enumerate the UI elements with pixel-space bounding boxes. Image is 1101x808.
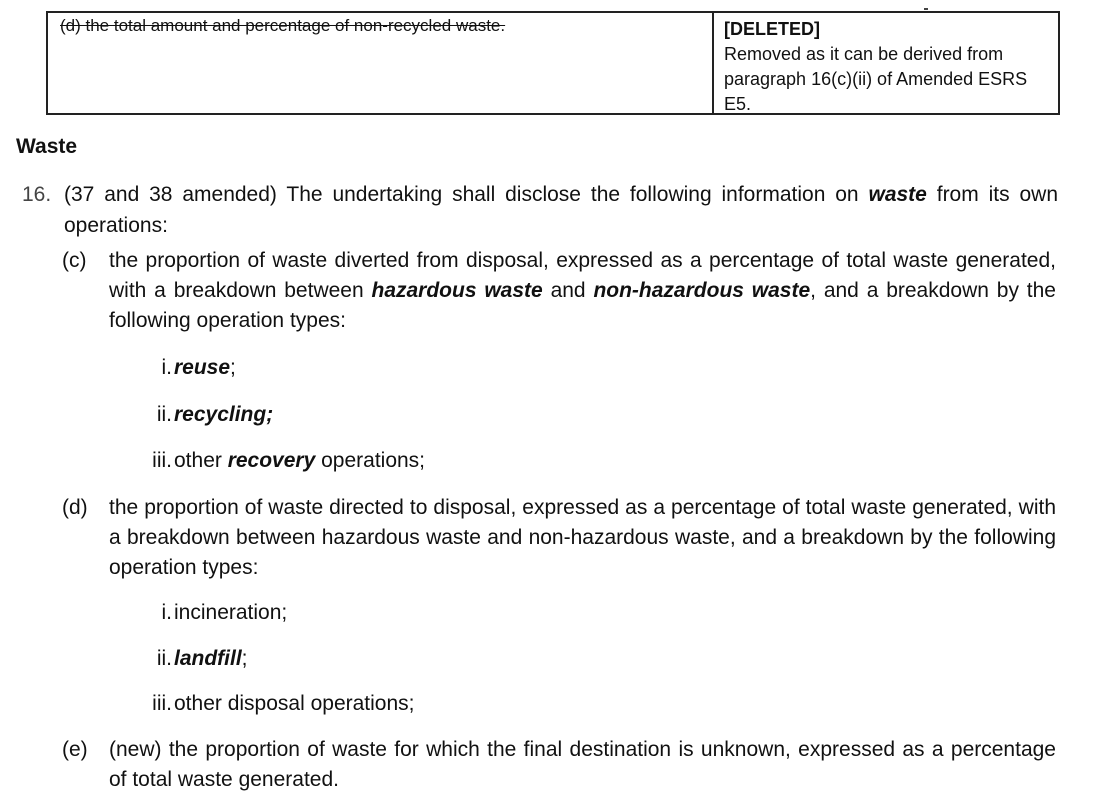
deleted-status: [DELETED] (724, 19, 820, 39)
sub-text: (new) the proportion of waste for which the final destination is unknown, expressed as a percentage of total waste generated. (109, 738, 1056, 791)
list-item: iii.other disposal operations; (152, 692, 415, 715)
sub-text: the proportion of waste directed to disposal, expressed as a percentage of total waste generated, with a breakdown between hazardous waste and non-hazardous waste, and a breakdown by the following operation types: (109, 496, 1056, 579)
subparagraph-c (62, 246, 1056, 336)
page-mark (924, 8, 928, 10)
section-heading: Waste (16, 135, 78, 158)
paragraph-text: (37 and 38 amended) The undertaking shall disclose the following information on waste from its own operations: (64, 183, 1058, 237)
list-item: ii.landfill; (156, 647, 248, 670)
sub-label: (c) (62, 249, 87, 272)
amendment-table (46, 11, 1060, 115)
subparagraph-d (62, 493, 1056, 583)
sub-label: (e) (62, 738, 88, 761)
table-cell-original (48, 13, 714, 113)
list-item: iii.other recovery operations; (152, 449, 426, 472)
sub-label: (d) (62, 496, 88, 519)
list-item: ii.recycling; (156, 403, 274, 426)
defined-term: non-hazardous waste (593, 279, 811, 302)
deleted-text: (d) the total amount and percentage of non-recycled waste. (60, 16, 506, 35)
defined-term: hazardous waste (371, 279, 543, 302)
note-line: Removed as it can be derived from (724, 44, 1004, 64)
paragraph-number: 16. (22, 183, 52, 206)
paragraph-16 (22, 179, 1058, 241)
note-line: E5. (724, 94, 752, 114)
subparagraph-e (62, 735, 1056, 795)
note-line: paragraph 16(c)(ii) of Amended ESRS (724, 69, 1028, 89)
list-item: i.reuse; (161, 356, 236, 379)
table-cell-comment (714, 13, 1058, 113)
list-item: i.incineration; (161, 601, 288, 624)
defined-term: waste (868, 183, 927, 206)
sub-text: the proportion of waste diverted from disposal, expressed as a percentage of total waste generated, with a breakdown between hazardous waste and non-hazardous waste, and a breakdown by the following operation types: (109, 249, 1056, 332)
